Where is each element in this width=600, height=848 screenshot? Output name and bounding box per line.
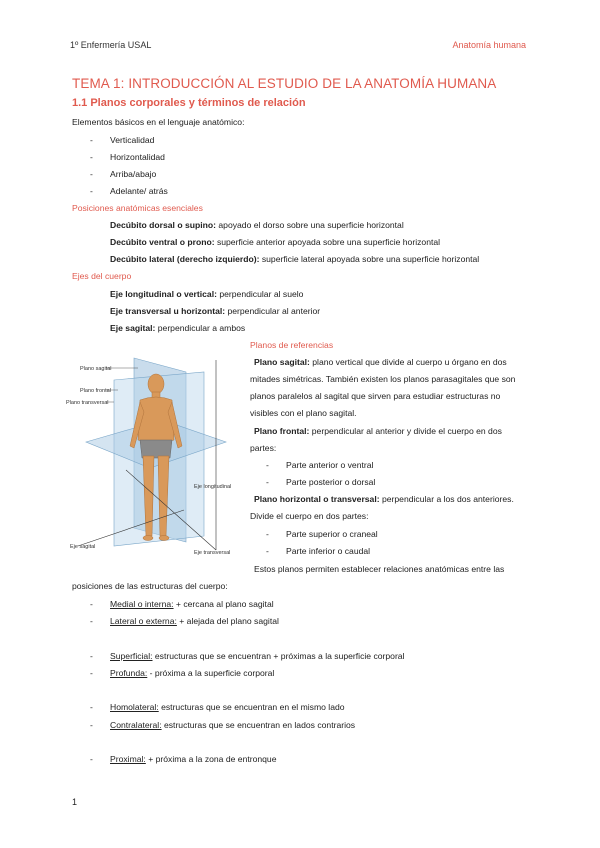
label-eje-sagital: Eje sagital	[70, 544, 96, 550]
list-item: - Parte inferior o caudal	[266, 546, 371, 556]
relation-item: - Lateral o externa: + alejada del plano sagital	[90, 616, 279, 626]
axes-heading: Ejes del cuerpo	[72, 271, 132, 281]
list-item: - Parte posterior o dorsal	[266, 477, 376, 487]
header-right: Anatomía humana	[452, 40, 526, 50]
label-plano-frontal: Plano frontal	[80, 388, 111, 394]
axis-item: Eje sagital: perpendicular a ambos	[110, 323, 246, 333]
list-item: - Arriba/abajo	[90, 169, 157, 179]
position-item: Decúbito dorsal o supino: apoyado el dorso sobre una superficie horizontal	[110, 220, 404, 230]
frontal-line-1: Plano frontal: perpendicular al anterior y divide el cuerpo en dos	[254, 426, 502, 436]
relation-item: - Proximal: + próxima a la zona de entronque	[90, 754, 277, 764]
list-item: - Adelante/ atrás	[90, 186, 168, 196]
relation-item: - Homolateral: estructuras que se encuentran en el mismo lado	[90, 702, 345, 712]
relation-item: - Medial o interna: + cercana al plano sagital	[90, 599, 274, 609]
page-title: TEMA 1: INTRODUCCIÓN AL ESTUDIO DE LA ANATOMÍA HUMANA	[72, 76, 497, 91]
relation-item: - Profunda: - próxima a la superficie corporal	[90, 668, 275, 678]
positions-heading: Posiciones anatómicas esenciales	[72, 203, 203, 213]
horizontal-line-1: Plano horizontal o transversal: perpendicular a los dos anteriores.	[254, 494, 514, 504]
page-number: 1	[72, 797, 78, 807]
label-plano-sagital: Plano sagital	[80, 366, 112, 372]
list-item: - Parte anterior o ventral	[266, 460, 374, 470]
position-item: Decúbito ventral o prono: superficie anterior apoyada sobre una superficie horizontal	[110, 237, 441, 247]
frontal-line-2: partes:	[250, 443, 277, 453]
sagital-line-2: mitades simétricas. También existen los planos parasagitales que son	[250, 374, 516, 384]
list-item: - Horizontalidad	[90, 152, 165, 162]
header-left: 1º Enfermería USAL	[70, 40, 152, 50]
anatomical-planes-figure	[66, 350, 241, 560]
relation-item: - Superficial: estructuras que se encuentran + próximas a la superficie corporal	[90, 651, 405, 661]
relations-intro-2: posiciones de las estructuras del cuerpo:	[72, 581, 228, 591]
relation-item: - Contralateral: estructuras que se encuentran en lados contrarios	[90, 720, 356, 730]
label-plano-transversal: Plano transversal	[66, 400, 109, 406]
sagital-line-4: visibles con el plano sagital.	[250, 408, 357, 418]
intro-text: Elementos básicos en el lenguaje anatómico:	[72, 117, 245, 127]
sagital-line-1: Plano sagital: plano vertical que divide al cuerpo u órgano en dos	[254, 357, 507, 367]
axis-item: Eje transversal u horizontal: perpendicular al anterior	[110, 306, 321, 316]
section-subtitle: 1.1 Planos corporales y términos de relación	[72, 97, 306, 109]
list-item: - Verticalidad	[90, 135, 155, 145]
sagital-line-3: planos paralelos al sagital que sirven para estudiar estructuras no	[250, 391, 501, 401]
position-item: Decúbito lateral (derecho izquierdo): superficie lateral apoyada sobre una superficie horizontal	[110, 254, 480, 264]
label-eje-transversal: Eje transversal	[194, 550, 231, 556]
list-item: - Parte superior o craneal	[266, 529, 378, 539]
horizontal-line-2: Divide el cuerpo en dos partes:	[250, 511, 369, 521]
relations-intro-1: Estos planos permiten establecer relaciones anatómicas entre las	[254, 564, 505, 574]
axis-item: Eje longitudinal o vertical: perpendicular al suelo	[110, 289, 304, 299]
label-eje-longitudinal: Eje longitudinal	[194, 484, 232, 490]
planes-heading: Planos de referencias	[250, 340, 334, 350]
